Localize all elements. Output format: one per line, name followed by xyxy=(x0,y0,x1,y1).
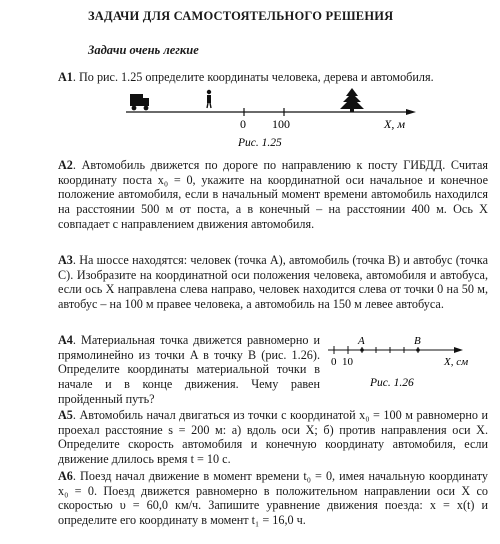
problem-a4: А4. Материальная точка движется равномерно и прямолинейно из точки A в точку B (рис. 1.26). Определите координаты материальной точки в начале и в конце движения. Чему равен пройденный путь? xyxy=(58,333,321,406)
tick-label-0: 0 xyxy=(240,117,246,131)
point-a-label: A xyxy=(358,335,365,347)
tick-label-10: 10 xyxy=(342,356,353,368)
point-b-marker xyxy=(416,348,420,352)
figure-caption: Рис. 1.26 xyxy=(370,377,414,389)
problem-a1: А1. По рис. 1.25 определите координаты человека, дерева и автомобиля. xyxy=(58,70,434,84)
tree-icon xyxy=(340,88,364,112)
tick-label-100: 100 xyxy=(272,117,290,131)
person-icon xyxy=(207,90,211,108)
problem-number: А6 xyxy=(58,469,73,483)
problem-number: А5 xyxy=(58,408,73,422)
problem-text: На шоссе находятся: человек (точка A), автомобиль (точка B) и автобус (точка C). Изобразите на координатной оси положения человека, автомобиля и автобуса, если ось X направлена слева направо, человек находится слева от точки 0 на 50 м, автобус – на 100 м правее человека, а автомобиль на 150 м левее автобуса. xyxy=(58,253,489,312)
section-title: ЗАДАЧИ ДЛЯ САМОСТОЯТЕЛЬНОГО РЕШЕНИЯ xyxy=(88,9,394,23)
figure-caption: Рис. 1.25 xyxy=(238,137,282,149)
problem-text: Материальная точка движется равномерно и прямолинейно из точки A в точку B (рис. 1.26). Определите координаты материальной точки в начале и в конце движения. Чему равен пройденный путь? xyxy=(58,333,321,406)
truck-icon xyxy=(130,94,149,110)
problem-text: Автомобиль движется по дороге по направлению к посту ГИБДД. Считая координату поста x₀ = 0, укажите на координатной оси начальное и конечное положение автомобиля, если в начальный момент времени автомобиль находился на расстоянии 500 м от поста, а в конечный – на расстоянии 400 м. Ось X совпадает с направлением движения автомобиля. xyxy=(58,158,488,231)
tick-label-0: 0 xyxy=(331,356,337,368)
problem-number: А1 xyxy=(58,70,73,84)
problem-number: А4 xyxy=(58,333,73,347)
point-b-label: B xyxy=(414,335,421,347)
problem-a3: А3. На шоссе находятся: человек (точка A), автомобиль (точка B) и автобус (точка C). Изобразите на координатной оси положения человека, автомобиля и автобуса, если ось X направлена слева направо, человек находится слева от точки 0 на 50 м, автобус – на 100 м правее человека, а автомобиль на 150 м левее автобуса. xyxy=(58,253,489,312)
section-subtitle: Задачи очень легкие xyxy=(88,43,199,57)
axis-arrow xyxy=(406,109,416,115)
point-a-marker xyxy=(360,348,364,352)
problem-number: А3 xyxy=(58,253,73,267)
problem-a6: А6. Поезд начал движение в момент времени t₀ = 0, имея начальную координату x₀ = 0. Поезд движется равномерно в положительном направлении оси X со скоростью υ = 60,0 км/ч. Запишите уравнение движения поезда: x = x(t) и определите его координату в момент t₁ = 16,0 ч. xyxy=(58,469,489,528)
problem-a5: А5. Автомобиль начал двигаться из точки с координатой x₀ = 100 м равномерно и проехал расстояние s = 200 м: а) вдоль оси X; б) против направления оси X. Определите скорость автомобиля и конечную координату автомобиля, если движение длилось время t = 10 с. xyxy=(58,408,489,467)
problem-number: А2 xyxy=(58,158,73,172)
problem-text: Поезд начал движение в момент времени t₀ = 0, имея начальную координату x₀ = 0. Поезд движется равномерно в положительном направлении оси X со скоростью υ = 60,0 км/ч. Запишите уравнение движения поезда: x = x(t) и определите его координату в момент t₁ = 16,0 ч. xyxy=(58,469,489,528)
problem-text: Автомобиль начал двигаться из точки с координатой x₀ = 100 м равномерно и проехал расстояние s = 200 м: а) вдоль оси X; б) против направления оси X. Определите скорость автомобиля и конечную координату автомобиля, если движение длилось время t = 10 с. xyxy=(58,408,489,467)
figure-1-26 xyxy=(322,334,492,394)
axis-label: X, м xyxy=(384,117,405,131)
problem-a2: А2. Автомобиль движется по дороге по направлению к посту ГИБДД. Считая координату поста x₀ = 0, укажите на координатной оси начальное и конечное положение автомобиля, если в начальный момент времени автомобиль находился на расстоянии 500 м от поста, а в конечный – на расстоянии 400 м. Ось X совпадает с направлением движения автомобиля. xyxy=(58,158,488,231)
problem-text: По рис. 1.25 определите координаты человека, дерева и автомобиля. xyxy=(79,70,434,84)
axis-arrow xyxy=(454,347,463,353)
figure-1-25 xyxy=(116,88,426,152)
axis-label: X, см xyxy=(444,356,469,368)
